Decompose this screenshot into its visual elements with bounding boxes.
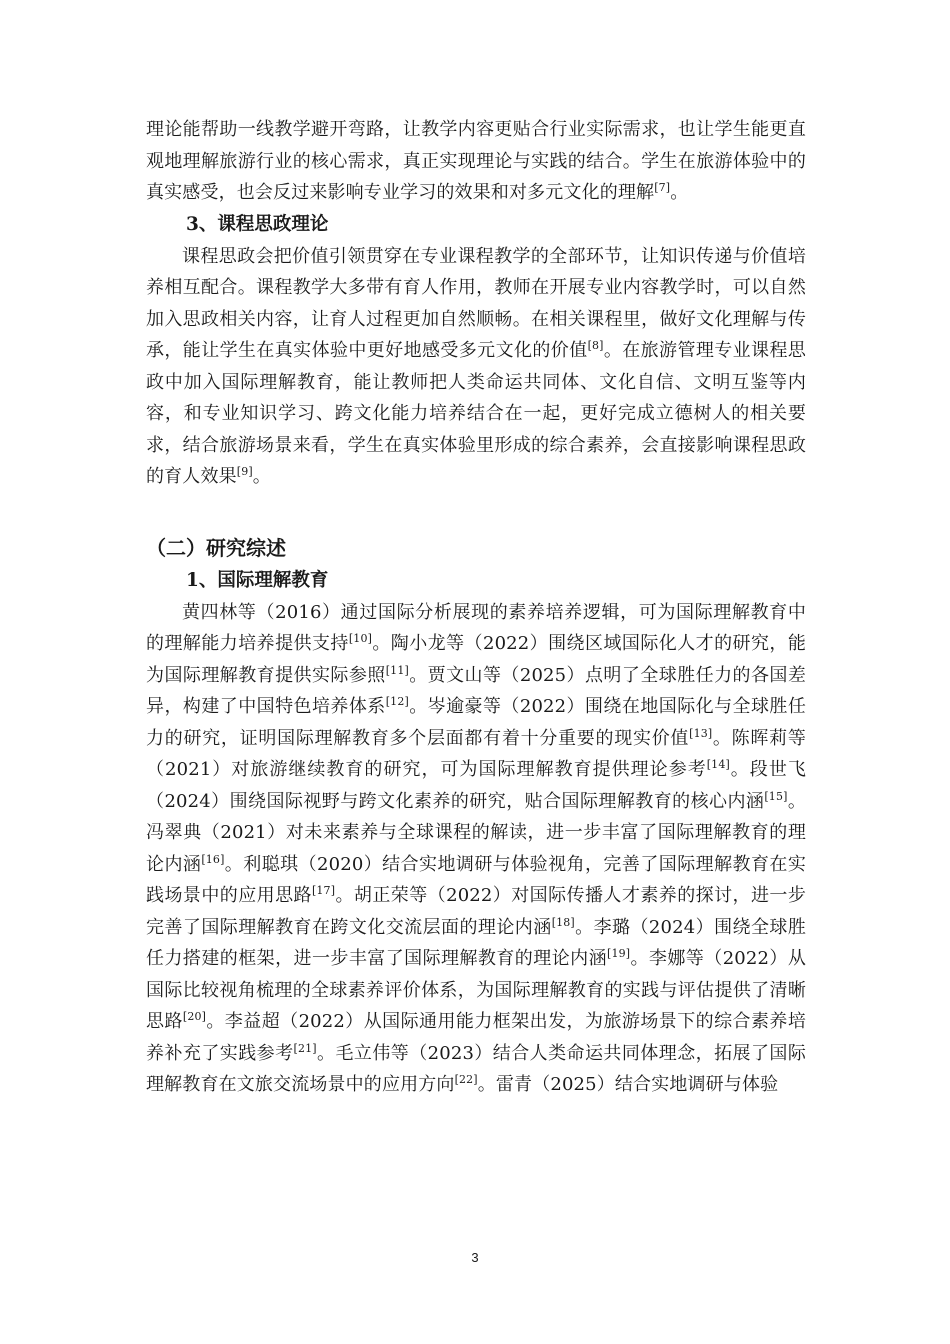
- text-run: 。李益超（2022）从国际通用能力框架出发，为旅游场景下的综合素养培养补充了实践参考: [146, 1011, 806, 1064]
- citation-mark: [22]: [454, 1073, 478, 1086]
- citation-mark: [14]: [706, 758, 730, 771]
- text-run: 。在旅游管理专业课程思政中加入国际理解教育，能让教师把人类命运共同体、文化自信、文明互鉴等内容，和专业知识学习、跨文化能力培养结合在一起，更好完成立德树人的相关要求，结合旅游场景来看，学生在真实体验里形成的综合素养，会直接影响课程思政的育人效果: [146, 340, 806, 487]
- text-run: 。雷青（2025）结合实地调研与体验: [477, 1074, 779, 1095]
- citation-mark: [13]: [689, 726, 713, 740]
- text-run: 。岑逾豪等（2022）围绕在地国际化与全球胜任力的研究，证明国际理解教育多个层面都有着十分重要的现实价值: [146, 696, 806, 749]
- text-run: 。: [670, 182, 689, 203]
- page-content: [146, 114, 806, 1101]
- paragraph-literature-review: [146, 597, 806, 1101]
- text-run: 。段世飞（2024）围绕国际视野与跨文化素养的研究，贴合国际理解教育的核心内涵: [146, 759, 806, 812]
- text-run: 。冯翠典（2021）对未来素养与全球课程的解读，进一步丰富了国际理解教育的理论内涵: [146, 790, 806, 875]
- text-run: 课程思政会把价值引领贯穿在专业课程教学的全部环节，让知识传递与价值培养相互配合。课程教学大多带有育人作用，教师在开展专业内容教学时，可以自然加入思政相关内容，让育人过程更加自然顺畅。在相关课程里，做好文化理解与传承，能让学生在真实体验中更好地感受多元文化的价值: [146, 245, 806, 361]
- text-run: 。陈晖莉等（2021）对旅游继续教育的研究，可为国际理解教育提供理论参考: [146, 727, 806, 780]
- heading-research-review: （二）研究综述: [146, 535, 286, 560]
- text-run: 。陶小龙等（2022）围绕区域国际化人才的研究，能为国际理解教育提供实际参照: [146, 633, 806, 686]
- citation-mark: [12]: [385, 695, 409, 708]
- text-run: 。毛立伟等（2023）结合人类命运共同体理念，拓展了国际理解教育在文旅交流场景中的应用方向: [146, 1042, 806, 1095]
- text-run: 。李璐（2024）围绕全球胜任力搭建的框架，进一步丰富了国际理解教育的理论内涵: [146, 916, 806, 969]
- paragraph-intro: [146, 114, 806, 209]
- text-run: 。胡正荣等（2022）对国际传播人才素养的探讨，进一步完善了国际理解教育在跨文化交流层面的理论内涵: [146, 885, 806, 938]
- citation-mark: [11]: [385, 663, 409, 677]
- citation-mark: [15]: [764, 789, 788, 803]
- text-run: 黄四林等（2016）通过国际分析展现的素养培养逻辑，可为国际理解教育中的理解能力培养提供支持: [146, 601, 806, 654]
- citation-mark: [16]: [201, 852, 225, 866]
- text-run: 。李娜等（2022）从国际比较视角梳理的全球素养评价体系，为国际理解教育的实践与评估提供了清晰思路: [146, 948, 806, 1032]
- heading-course-ideology-theory: 3、课程思政理论: [186, 213, 329, 235]
- citation-mark: [21]: [293, 1041, 317, 1055]
- heading-international-understanding: 1、国际理解教育: [186, 569, 329, 591]
- citation-mark: [10]: [348, 632, 373, 645]
- citation-mark: [7]: [654, 181, 671, 194]
- citation-mark: [17]: [311, 884, 336, 897]
- text-run: 理论能帮助一线教学避开弯路，让教学内容更贴合行业实际需求，也让学生能更直观地理解旅游行业的核心需求，真正实现理论与实践的结合。学生在旅游体验中的真实感受，也会反过来影响专业学习的效果和对多元文化的理解: [146, 119, 806, 203]
- citation-mark: [8]: [587, 339, 604, 352]
- text-run: 。: [252, 466, 271, 487]
- citation-mark: [9]: [236, 465, 253, 478]
- citation-mark: [18]: [551, 915, 575, 929]
- text-run: 。贾文山等（2025）点明了全球胜任力的各国差异，构建了中国特色培养体系: [146, 664, 806, 717]
- text-run: 。利聪琪（2020）结合实地调研与体验视角，完善了国际理解教育在实践场景中的应用思路: [146, 853, 806, 906]
- citation-mark: [20]: [182, 1010, 207, 1023]
- page-number: 3: [471, 1250, 479, 1265]
- paragraph-course-ideology: [146, 241, 806, 493]
- citation-mark: [19]: [607, 947, 631, 960]
